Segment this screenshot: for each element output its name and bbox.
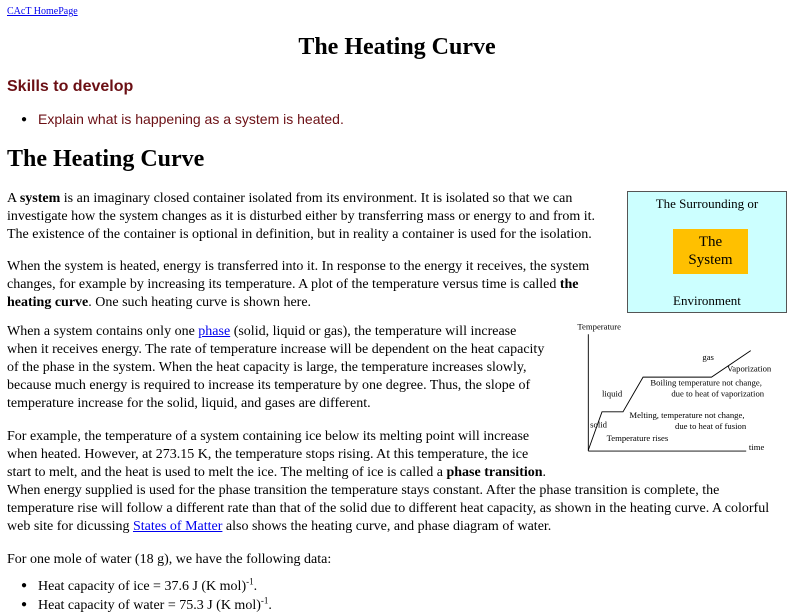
skill-text: Explain what is happening as a system is heated. — [38, 111, 344, 127]
liquid-label: liquid — [602, 388, 623, 399]
system-diagram — [627, 191, 787, 313]
temperature-rises-label: Temperature rises — [606, 433, 669, 444]
system-core: The System — [673, 229, 748, 274]
melting-label-1: Melting, temperature not change, — [629, 410, 745, 421]
gas-label: gas — [702, 351, 714, 362]
boiling-label-1: Boiling temperature not change, — [650, 377, 762, 388]
x-axis-label: time — [748, 442, 765, 453]
data-item: ● Heat capacity of water = 75.3 J (K mol)$^{-1}$. — [21, 595, 272, 613]
phase-paragraph: When a system contains only one phase (solid, liquid or gas), the temperature will increase when it receives energy. The rate of temperature increase will be dependent on the heat capacity of the phase in the system. When the heat capacity is large, the temperature increases slowly, because much energy is required to increase its temperature by one degree. Thus, the slope of temperature increase for the solid, liquid, and gases are different. — [7, 324, 545, 411]
surrounding-label: The Surrounding or — [655, 196, 759, 211]
water-data-list — [7, 577, 787, 615]
boiling-label-2: due to heat of vaporization — [671, 388, 765, 399]
example-paragraph: For example, the temperature of a system containing ice below its melting point will increase when heated. However, at 273.15 K, the temperature stops rising. At this temperature, the ice start to melt, and the heat is used to melt the ice. The melting of ice is called a phase transition. When energy supplied is used for the phase transition the temperature stays constant. After the phase transition is complete, the temperature rise will follow a different rate than that of the solid due to different heat capacity, as shown in the heating curve. A colorful web site for dicussing States of Matter also shows the heating curve, and phase diagram of water. — [7, 429, 770, 534]
skills-heading: Skills to develop — [7, 78, 134, 95]
y-axis-label: Temperature — [577, 321, 621, 332]
skill-item: ● Explain what is happening as a system is heated. — [21, 111, 344, 127]
melting-label-2: due to heat of fusion — [675, 421, 747, 432]
page-title: The Heating Curve — [298, 34, 496, 60]
data-item: ● Heat capacity of ice = 37.6 J (K mol)$^{-1}$. — [21, 576, 258, 594]
heating-paragraph: When the system is heated, energy is transferred into it. In response to the energy it receives, the system changes, for example by increasing its temperature. A plot of the temperature versus time is called the heating curve. One such heating curve is shown here. — [7, 259, 590, 310]
solid-label: solid — [590, 419, 607, 430]
heating-curve-graph — [555, 316, 794, 462]
phase-link[interactable]: phase — [198, 324, 231, 339]
cact-homepage-link[interactable]: CAcT HomePage — [7, 6, 78, 17]
system-paragraph: A system is an imaginary closed container isolated from its environment. It is isolated so that we can investigate how the system changes as it is disturbed either by transferring mass or energy to and from it. The existence of the container is optional in definition, but in reality a container is used for the isolation. — [7, 191, 595, 242]
states-of-matter-link[interactable]: States of Matter — [132, 519, 223, 534]
water-data-intro: For one mole of water (18 g), we have the following data: — [7, 552, 332, 567]
environment-label: Environment — [673, 293, 741, 308]
vaporization-label: Vaporization — [727, 363, 772, 374]
section-title: The Heating Curve — [7, 146, 205, 172]
